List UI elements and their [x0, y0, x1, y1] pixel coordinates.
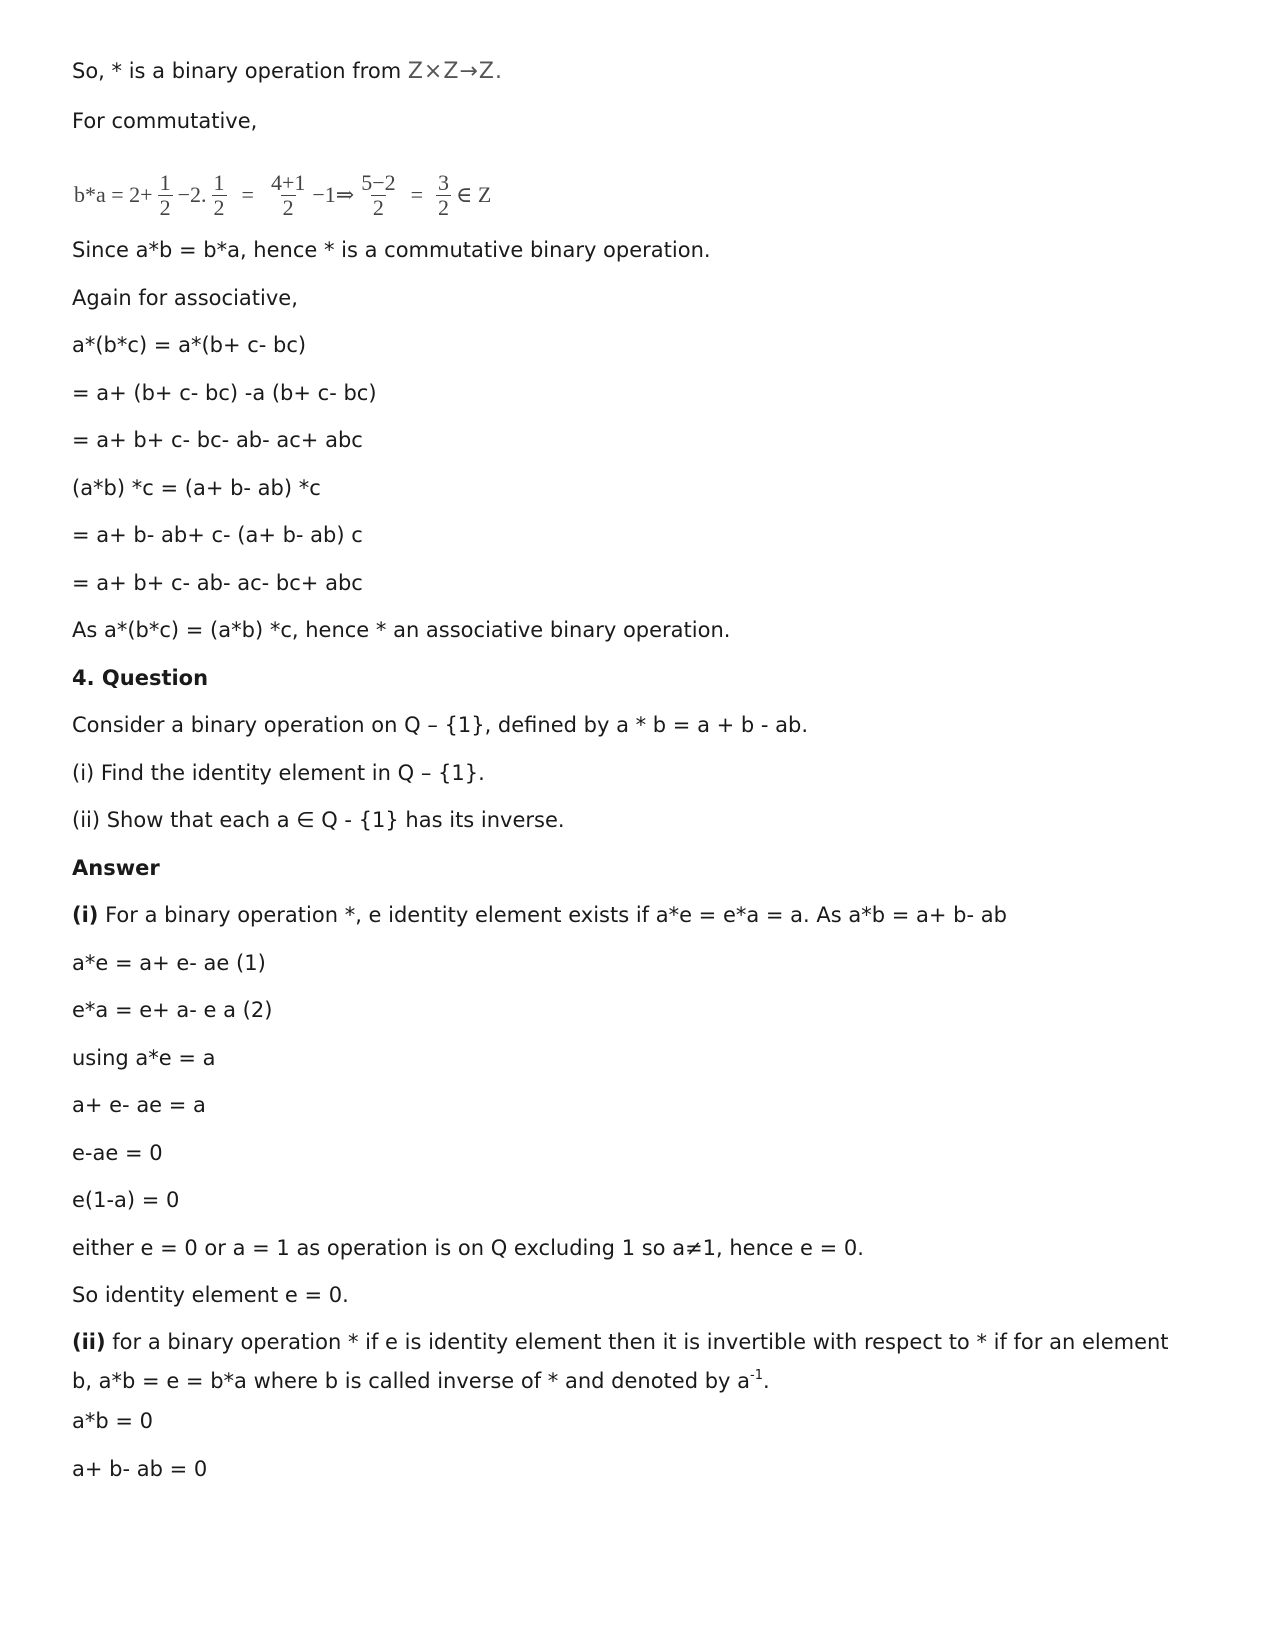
- fraction-4-denominator: 2: [372, 194, 384, 220]
- fraction-1-numerator: 1: [159, 169, 171, 195]
- part-ii-period: .: [762, 1369, 770, 1393]
- inverse-superscript: -1: [750, 1368, 763, 1383]
- equation-equals-2: =: [410, 182, 424, 207]
- associative-step-4: (a*b) *c = (a+ b- ab) *c: [72, 476, 321, 500]
- part-ii-label: (ii): [72, 1330, 106, 1354]
- z-cross-z-to-z-math: Z×Z→Z: [407, 59, 495, 84]
- equation-equals-1: =: [241, 182, 254, 207]
- equation-minus-two: −2.: [177, 182, 207, 207]
- associative-step-2: = a+ (b+ c- bc) -a (b+ c- bc): [72, 381, 377, 405]
- answer-step-5: e-ae = 0: [72, 1141, 163, 1165]
- associative-step-5: = a+ b- ab+ c- (a+ b- ab) c: [72, 523, 363, 547]
- fraction-3-numerator: 4+1: [270, 169, 306, 195]
- fraction-5-numerator: 3: [438, 169, 450, 195]
- fraction-2-numerator: 1: [213, 169, 225, 195]
- fraction-3-denominator: 2: [282, 194, 294, 220]
- answer-step-4: a+ e- ae = a: [72, 1093, 206, 1117]
- answer-step-1: a*e = a+ e- ae (1): [72, 951, 266, 975]
- commutative-equation: [72, 165, 493, 225]
- commutative-conclusion: Since a*b = b*a, hence * is a commutative binary operation.: [72, 238, 711, 262]
- part-i-label: (i): [72, 903, 99, 927]
- answer-step-2: e*a = e+ a- e a (2): [72, 998, 273, 1022]
- associative-step-3: = a+ b+ c- bc- ab- ac+ abc: [72, 428, 363, 452]
- fraction-1: [158, 171, 173, 220]
- question-part-ii: (ii) Show that each a ∈ Q - {1} has its inverse.: [72, 808, 565, 832]
- fraction-5-denominator: 2: [438, 194, 450, 220]
- equation-minus-one-implies: −1⇒: [312, 182, 355, 207]
- answer-step-7: either e = 0 or a = 1 as operation is on Q excluding 1 so a≠1, hence e = 0.: [72, 1236, 864, 1260]
- fraction-4-numerator: 5−2: [361, 169, 396, 195]
- fraction-2-denominator: 2: [213, 194, 225, 220]
- statement-period: .: [494, 59, 503, 84]
- fraction-4: [359, 171, 397, 220]
- answer-heading: Answer: [72, 856, 160, 880]
- question-part-i: (i) Find the identity element in Q – {1}.: [72, 761, 485, 785]
- equation-lhs: b*a = 2+: [74, 182, 153, 207]
- associative-conclusion: As a*(b*c) = (a*b) *c, hence * an associative binary operation.: [72, 618, 731, 642]
- equation-element-of-z: ∈ Z: [456, 182, 492, 207]
- associative-step-1: a*(b*c) = a*(b+ c- bc): [72, 333, 307, 357]
- fraction-1-denominator: 2: [159, 194, 171, 220]
- inverse-step-1: a*b = 0: [72, 1409, 154, 1433]
- inverse-step-2: a+ b- ab = 0: [72, 1457, 208, 1481]
- part-ii-text: for a binary operation * if e is identity element then it is invertible with respect to * if for an element b, a*b = e = b*a where b is called inverse of * and denoted by a: [72, 1330, 1169, 1393]
- commutative-heading: For commutative,: [72, 109, 258, 133]
- fraction-3: [269, 171, 307, 220]
- answer-part-i-intro: [72, 902, 1007, 928]
- statement-text: So, * is a binary operation from: [72, 59, 402, 83]
- identity-conclusion: So identity element e = 0.: [72, 1283, 349, 1307]
- associative-step-6: = a+ b+ c- ab- ac- bc+ abc: [72, 571, 363, 595]
- fraction-2: [212, 171, 227, 220]
- answer-step-3: using a*e = a: [72, 1046, 216, 1070]
- answer-step-6: e(1-a) = 0: [72, 1188, 180, 1212]
- question-statement: Consider a binary operation on Q – {1}, defined by a * b = a + b - ab.: [72, 713, 809, 737]
- part-i-text: For a binary operation *, e identity element exists if a*e = e*a = a. As a*b = a+ b- ab: [98, 903, 1007, 927]
- associative-heading: Again for associative,: [72, 286, 298, 310]
- binary-operation-statement: [72, 58, 503, 85]
- answer-part-ii-intro: [72, 1326, 1192, 1398]
- question-title: 4. Question: [72, 666, 209, 690]
- fraction-5: [436, 171, 451, 220]
